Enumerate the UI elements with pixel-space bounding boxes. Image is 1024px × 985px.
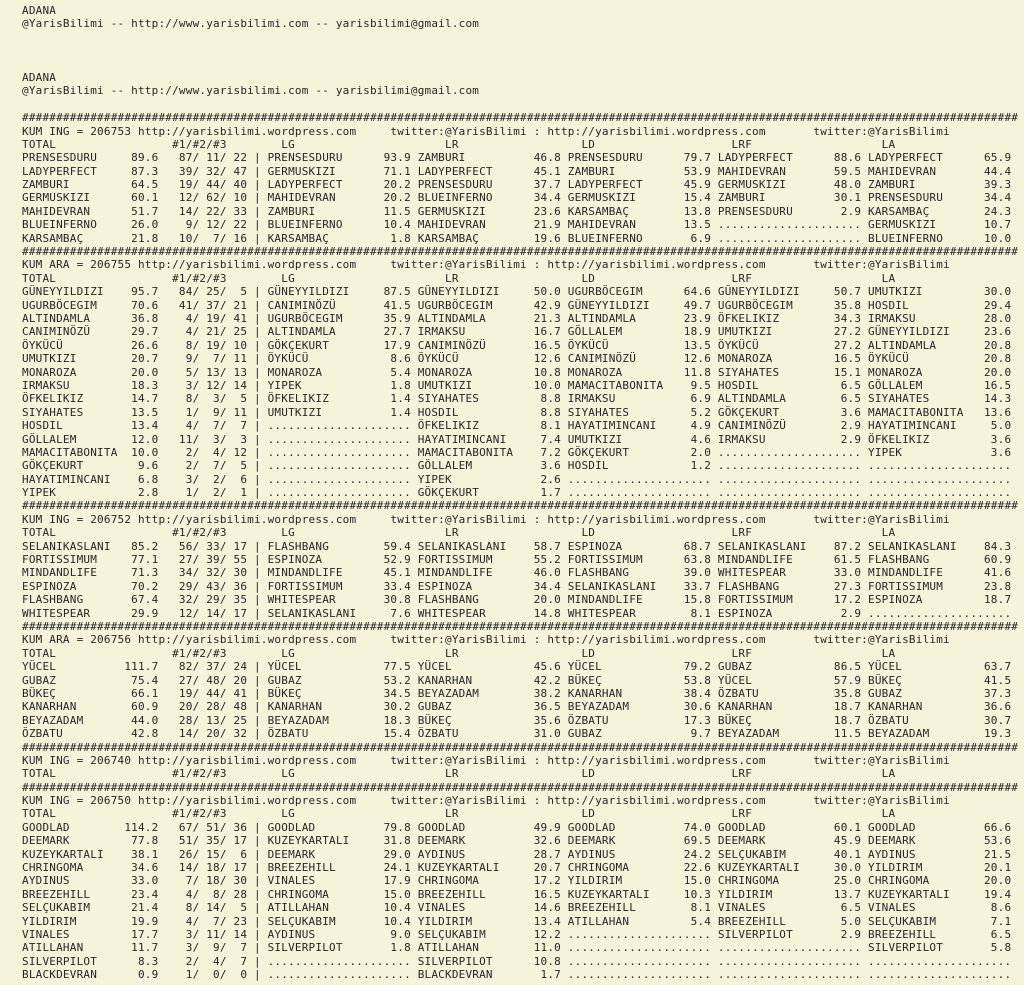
contact-line: @YarisBilimi -- http://www.yarisbilimi.com -- yarisbilimi@gmail.com (22, 84, 480, 98)
column-headers: TOTAL #1/#2/#3 LG LR LD LRF LA (22, 767, 896, 781)
data-row: FLASHBANG 67.4 32/ 29/ 35 | WHITESPEAR 30.8 FLASHBANG 20.0 MINDANDLIFE 15.8 FORTISSIMUM 17.2 ESPINOZA 18.7 (22, 593, 1012, 607)
data-row: MAHIDEVRAN 51.7 14/ 22/ 33 | ZAMBURI 11.5 GERMUSKIZI 23.6 KARSAMBAÇ 13.8 PRENSESDURU 2.9 KARSAMBAÇ 24.3 (22, 204, 1012, 218)
data-row: SELANIKASLANI 85.2 56/ 33/ 17 | FLASHBANG 59.4 SELANIKASLANI 58.7 ESPINOZA 68.7 SELANIKASLANI 87.2 SELANIKASLANI 84.3 (22, 539, 1012, 553)
data-row: PRENSESDURU 89.6 87/ 11/ 22 | PRENSESDURU 93.9 ZAMBURI 46.8 PRENSESDURU 79.7 LADYPERFECT 88.6 LADYPERFECT 65.9 (22, 151, 1012, 165)
data-row: ATILLAHAN 11.7 3/ 9/ 7 | SILVERPILOT 1.8 ATILLAHAN 11.0 ..................... ..................... SILVERPILOT 5.8 (22, 941, 1012, 955)
track-name: ADANA (22, 70, 57, 84)
column-headers: TOTAL #1/#2/#3 LG LR LD LRF LA (22, 137, 896, 151)
data-row: VINALES 17.7 3/ 11/ 14 | AYDINUS 9.0 SELÇUKABIM 12.2 ..................... SILVERPILOT 2.9 BREEZEHILL 6.5 (22, 927, 1012, 941)
separator-line: ################################################################################################################################################## (22, 245, 1019, 259)
column-headers: TOTAL #1/#2/#3 LG LR LD LRF LA (22, 271, 896, 285)
data-row: FORTISSIMUM 77.1 27/ 39/ 55 | ESPINOZA 52.9 FORTISSIMUM 55.2 FORTISSIMUM 63.8 MINDANDLIFE 61.5 FLASHBANG 60.9 (22, 553, 1012, 567)
section-title: KUM ARA = 206756 http://yarisbilimi.wordpress.com twitter:@YarisBilimi : http://yarisbilimi.wordpress.com twitter:@YarisBilimi (22, 633, 950, 647)
data-row: MINDANDLIFE 71.3 34/ 32/ 30 | MINDANDLIFE 45.1 MINDANDLIFE 46.0 FLASHBANG 39.0 WHITESPEAR 33.0 MINDANDLIFE 41.6 (22, 566, 1012, 580)
data-row: BREEZEHILL 23.4 4/ 8/ 28 | CHRINGOMA 15.0 BREEZEHILL 16.5 KUZEYKARTALI 10.3 YILDIRIM 13.7 KUZEYKARTALI 19.4 (22, 887, 1012, 901)
data-row: UGURBÖCEGIM 70.6 41/ 37/ 21 | CANIMINÖZÜ 41.5 UGURBÖCEGIM 42.9 GÜNEYYILDIZI 49.7 UGURBÖCEGIM 35.8 HOSDIL 29.4 (22, 298, 1012, 312)
data-row: KARSAMBAÇ 21.8 10/ 7/ 16 | KARSAMBAÇ 1.8 KARSAMBAÇ 19.6 BLUEINFERNO 6.9 ..................... BLUEINFERNO 10.0 (22, 231, 1012, 245)
column-headers: TOTAL #1/#2/#3 LG LR LD LRF LA (22, 526, 896, 540)
data-row: MONAROZA 20.0 5/ 13/ 13 | MONAROZA 5.4 MONAROZA 10.8 MONAROZA 11.8 SIYAHATES 15.1 MONAROZA 20.0 (22, 365, 1012, 379)
data-row: YIPEK 2.8 1/ 2/ 1 | ..................... GÖKÇEKURT 1.7 ..................... ..................... ..................... (22, 486, 1012, 500)
data-row: BLACKDEVRAN 0.9 1/ 0/ 0 | ..................... BLACKDEVRAN 1.7 ..................... ..................... ..................... (22, 968, 1012, 982)
report-body (22, 111, 1024, 981)
data-row: WHITESPEAR 29.9 12/ 14/ 17 | SELANIKASLANI 7.6 WHITESPEAR 14.8 WHITESPEAR 8.1 ESPINOZA 2.9 ..................... (22, 606, 1012, 620)
data-row: CANIMINÖZÜ 29.7 4/ 21/ 25 | ALTINDAMLA 27.7 IRMAKSU 16.7 GÖLLALEM 18.9 UMUTKIZI 27.2 GÜNEYYILDIZI 23.6 (22, 325, 1012, 339)
data-row: SELÇUKABIM 21.4 8/ 14/ 5 | ATILLAHAN 10.4 VINALES 14.6 BREEZEHILL 8.1 VINALES 6.5 VINALES 8.6 (22, 901, 1012, 915)
data-row: ESPINOZA 70.2 29/ 43/ 36 | FORTISSIMUM 33.4 ESPINOZA 34.4 SELANIKASLANI 33.7 FLASHBANG 27.3 FORTISSIMUM 23.8 (22, 579, 1012, 593)
data-row: KUZEYKARTALI 38.1 26/ 15/ 6 | DEEMARK 29.0 AYDINUS 28.7 AYDINUS 24.2 SELÇUKABIM 40.1 AYDINUS 21.5 (22, 847, 1012, 861)
separator-line: ################################################################################################################################################## (22, 780, 1019, 794)
section-title: KUM ING = 206740 http://yarisbilimi.wordpress.com twitter:@YarisBilimi : http://yarisbilimi.wordpress.com twitter:@YarisBilimi (22, 753, 950, 767)
track-header-top (22, 4, 1024, 31)
data-row: GÖKÇEKURT 9.6 2/ 7/ 5 | ..................... GÖLLALEM 3.6 HOSDIL 1.2 ..................... ..................... (22, 459, 1012, 473)
data-row: BÜKEÇ 66.1 19/ 44/ 41 | BÜKEÇ 34.5 BEYAZADAM 38.2 KANARHAN 38.4 ÖZBATU 35.8 GUBAZ 37.3 (22, 686, 1012, 700)
column-headers: TOTAL #1/#2/#3 LG LR LD LRF LA (22, 807, 896, 821)
column-headers: TOTAL #1/#2/#3 LG LR LD LRF LA (22, 646, 896, 660)
section-title: KUM ING = 206750 http://yarisbilimi.wordpress.com twitter:@YarisBilimi : http://yarisbilimi.wordpress.com twitter:@YarisBilimi (22, 794, 950, 808)
section-title: KUM ARA = 206755 http://yarisbilimi.wordpress.com twitter:@YarisBilimi : http://yarisbilimi.wordpress.com twitter:@YarisBilimi (22, 258, 950, 272)
data-row: SIYAHATES 13.5 1/ 9/ 11 | UMUTKIZI 1.4 HOSDIL 8.8 SIYAHATES 5.2 GÖKÇEKURT 3.6 MAMACITABONITA 13.6 (22, 405, 1012, 419)
data-row: GOODLAD 114.2 67/ 51/ 36 | GOODLAD 79.8 GOODLAD 49.9 GOODLAD 74.0 GOODLAD 60.1 GOODLAD 66.6 (22, 820, 1012, 834)
data-row: KANARHAN 60.9 20/ 28/ 48 | KANARHAN 30.2 GUBAZ 36.5 BEYAZADAM 30.6 KANARHAN 18.7 KANARHAN 36.6 (22, 700, 1012, 714)
data-row: MAMACITABONITA 10.0 2/ 4/ 12 | ..................... MAMACITABONITA 7.2 GÖKÇEKURT 2.0 ..................... YIPEK 3.6 (22, 445, 1012, 459)
data-row: YÜCEL 111.7 82/ 37/ 24 | YÜCEL 77.5 YÜCEL 45.6 YÜCEL 79.2 GUBAZ 86.5 YÜCEL 63.7 (22, 660, 1012, 674)
data-row: ÖZBATU 42.8 14/ 20/ 32 | ÖZBATU 15.4 ÖZBATU 31.0 GUBAZ 9.7 BEYAZADAM 11.5 BEYAZADAM 19.3 (22, 727, 1012, 741)
data-row: ZAMBURI 64.5 19/ 44/ 40 | LADYPERFECT 20.2 PRENSESDURU 37.7 LADYPERFECT 45.9 GERMUSKIZI 48.0 ZAMBURI 39.3 (22, 178, 1012, 192)
data-row: YILDIRIM 19.9 4/ 7/ 23 | SELÇUKABIM 10.4 YILDIRIM 13.4 ATILLAHAN 5.4 BREEZEHILL 5.0 SELÇUKABIM 7.1 (22, 914, 1012, 928)
data-row: SILVERPILOT 8.3 2/ 4/ 7 | ..................... SILVERPILOT 10.8 ..................... ..................... ..................... (22, 954, 1012, 968)
track-header-repeat (22, 71, 1024, 98)
data-row: LADYPERFECT 87.3 39/ 32/ 47 | GERMUSKIZI 71.1 LADYPERFECT 45.1 ZAMBURI 53.9 MAHIDEVRAN 59.5 MAHIDEVRAN 44.4 (22, 164, 1012, 178)
separator-line: ################################################################################################################################################## (22, 111, 1019, 125)
separator-line: ################################################################################################################################################## (22, 740, 1019, 754)
section-title: KUM ING = 206752 http://yarisbilimi.wordpress.com twitter:@YarisBilimi : http://yarisbilimi.wordpress.com twitter:@YarisBilimi (22, 512, 950, 526)
data-row: BLUEINFERNO 26.0 9/ 12/ 22 | BLUEINFERNO 10.4 MAHIDEVRAN 21.9 MAHIDEVRAN 13.5 ..................... GERMUSKIZI 10.7 (22, 218, 1012, 232)
separator-line: ################################################################################################################################################## (22, 499, 1019, 513)
contact-line: @YarisBilimi -- http://www.yarisbilimi.com -- yarisbilimi@gmail.com (22, 17, 480, 31)
data-row: ÖYKÜCÜ 26.6 8/ 19/ 10 | GÖKÇEKURT 17.9 CANIMINÖZÜ 16.5 ÖYKÜCÜ 13.5 ÖYKÜCÜ 27.2 ALTINDAMLA 20.8 (22, 338, 1012, 352)
data-row: HAYATIMINCANI 6.8 3/ 2/ 6 | ..................... YIPEK 2.6 ..................... ..................... ..................... (22, 472, 1012, 486)
data-row: BEYAZADAM 44.0 28/ 13/ 25 | BEYAZADAM 18.3 BÜKEÇ 35.6 ÖZBATU 17.3 BÜKEÇ 18.7 ÖZBATU 30.7 (22, 713, 1012, 727)
data-row: UMUTKIZI 20.7 9/ 7/ 11 | ÖYKÜCÜ 8.6 ÖYKÜCÜ 12.6 CANIMINÖZÜ 12.6 MONAROZA 16.5 ÖYKÜCÜ 20.8 (22, 352, 1012, 366)
separator-line: ################################################################################################################################################## (22, 619, 1019, 633)
data-row: ALTINDAMLA 36.8 4/ 19/ 41 | UGURBÖCEGIM 35.9 ALTINDAMLA 21.3 ALTINDAMLA 23.9 ÖFKELIKIZ 34.3 IRMAKSU 28.0 (22, 312, 1012, 325)
data-row: HOSDIL 13.4 4/ 7/ 7 | ..................... ÖFKELIKIZ 8.1 HAYATIMINCANI 4.9 CANIMINÖZÜ 2.9 HAYATIMINCANI 5.0 (22, 419, 1012, 433)
track-name: ADANA (22, 4, 57, 17)
data-row: AYDINUS 33.0 7/ 18/ 30 | VINALES 17.9 CHRINGOMA 17.2 YILDIRIM 15.0 CHRINGOMA 25.0 CHRINGOMA 20.0 (22, 874, 1012, 888)
data-row: ÖFKELIKIZ 14.7 8/ 3/ 5 | ÖFKELIKIZ 1.4 SIYAHATES 8.8 IRMAKSU 6.9 ALTINDAMLA 6.5 SIYAHATES 14.3 (22, 392, 1012, 406)
data-row: GÖLLALEM 12.0 11/ 3/ 3 | ..................... HAYATIMINCANI 7.4 UMUTKIZI 4.6 IRMAKSU 2.9 ÖFKELIKIZ 3.6 (22, 432, 1012, 446)
data-row: GERMUSKIZI 60.1 12/ 62/ 10 | MAHIDEVRAN 20.2 BLUEINFERNO 34.4 GERMUSKIZI 15.4 ZAMBURI 30.1 PRENSESDURU 34.4 (22, 191, 1012, 205)
data-row: GÜNEYYILDIZI 95.7 84/ 25/ 5 | GÜNEYYILDIZI 87.5 GÜNEYYILDIZI 50.0 UGURBÖCEGIM 64.6 GÜNEYYILDIZI 50.7 UMUTKIZI 30.0 (22, 285, 1012, 299)
data-row: GUBAZ 75.4 27/ 48/ 20 | GUBAZ 53.2 KANARHAN 42.2 BÜKEÇ 53.8 YÜCEL 57.9 BÜKEÇ 41.5 (22, 673, 1012, 687)
data-row: CHRINGOMA 34.6 14/ 18/ 17 | BREEZEHILL 24.1 KUZEYKARTALI 20.7 CHRINGOMA 22.6 KUZEYKARTALI 30.0 YILDIRIM 20.1 (22, 861, 1012, 875)
data-row: DEEMARK 77.8 51/ 35/ 17 | KUZEYKARTALI 31.8 DEEMARK 32.6 DEEMARK 69.5 DEEMARK 45.9 DEEMARK 53.6 (22, 834, 1012, 848)
data-row: IRMAKSU 18.3 3/ 12/ 14 | YIPEK 1.8 UMUTKIZI 10.0 MAMACITABONITA 9.5 HOSDIL 6.5 GÖLLALEM 16.5 (22, 378, 1012, 392)
section-title: KUM ING = 206753 http://yarisbilimi.wordpress.com twitter:@YarisBilimi : http://yarisbilimi.wordpress.com twitter:@YarisBilimi (22, 124, 950, 138)
